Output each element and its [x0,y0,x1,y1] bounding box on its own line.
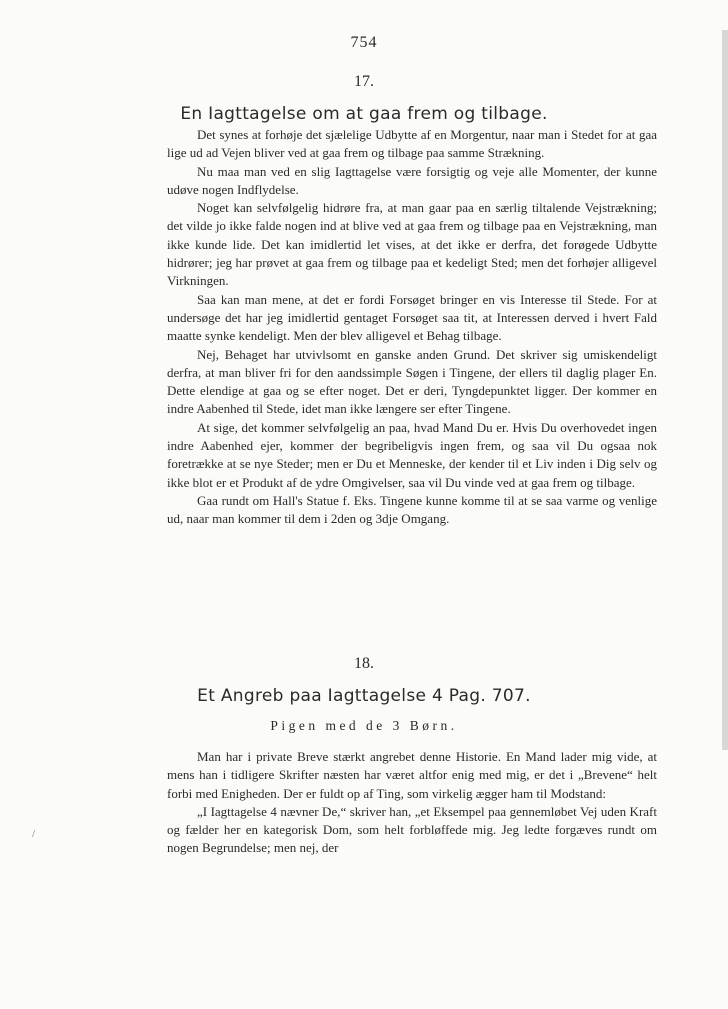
paragraph: Saa kan man mene, at det er fordi Forsøget bringer en vis Interesse til Stede. For at undersøge det har jeg imidlertid gentaget Forsøget saa tit, at Interessen derved i hvert Fald maatte synke kendeligt. Men der blev alligevel et Behag tilbage. [167,291,657,344]
section-17-number: 17. [354,73,374,90]
paragraph: At sige, det kommer selvfølgelig an paa, hvad Mand Du er. Hvis Du overhovedet ingen indre Aabenhed ejer, kommer der begribeligvis ingen frem, og saa vil Du ogsaa nok foretrække at se nye Steder; men er Du et Menneske, der kender til et Liv inden i Dig selv og ikke blot er et Produkt af de ydre Omgivelser, saa vil Du vinde ved at gaa frem og tilbage. [167,419,657,490]
paragraph: „I Iagttagelse 4 nævner De,“ skriver han, „et Eksempel paa gennemløbet Vej uden Kraft og fælder her en kategorisk Dom, som helt forbløffede mig. Jeg ledte forgæves rundt om nogen Begrundelse; men nej, der [167,803,657,856]
paragraph: Nej, Behaget har utvivlsomt en ganske anden Grund. Det skriver sig umiskendeligt derfra, at man bliver fri for den aandssimple Søgen i Tingene, der ellers til daglig plager En. Dette elendige at gaa og se efter noget. Det er deri, Tyngdepunktet ligger. Der kommer en indre Aabenhed til Stede, idet man ikke længere ser efter Tingene. [167,346,657,417]
paragraph: Man har i private Breve stærkt angrebet denne Historie. En Mand lader mig vide, at mens han i tidligere Skrifter næsten har været altfor enig med mig, er det i „Brevene“ helt forbi med Enigheden. Der er fuldt op af Ting, som virkelig ægger ham til Modstand: [167,749,657,801]
paragraph: Noget kan selvfølgelig hidrøre fra, at man gaar paa en særlig tiltalende Vejstrækning; det vilde jo ikke falde nogen ind at blive ved at gaa frem og tilbage paa en Vejstrækning, man ikke kunde lide. Det kan imidlertid let vises, at det ikke er derfra, det forøgede Udbytte hidrører; jeg har prøvet at gaa frem og tilbage paa et kedeligt Sted; men det forhøjer alligevel Virkningen. [167,200,657,289]
section-18-subtitle: Pigen med de 3 Børn. [270,718,458,733]
page-edge-shadow [722,30,728,750]
section-18-number: 18. [354,655,374,672]
margin-mark: / [32,828,36,840]
section-18-body [167,748,657,858]
page-number: 754 [350,34,378,51]
section-17-body [167,126,657,529]
section-18-title: Et Angreb paa Iagttagelse 4 Pag. 707. [197,686,531,706]
paragraph: Nu maa man ved en slig Iagttagelse være forsigtig og veje alle Momenter, der kunne udøve nogen Indflydelse. [167,163,657,197]
paragraph: Det synes at forhøje det sjælelige Udbytte af en Morgentur, naar man i Stedet for at gaa lige ud ad Vejen bliver ved at gaa frem og tilbage paa samme Strækning. [167,127,657,161]
paragraph: Gaa rundt om Hall's Statue f. Eks. Tingene kunne komme til at se saa varme og venlige ud, naar man kommer til dem i 2den og 3dje Omgang. [167,492,657,527]
section-17-title: En Iagttagelse om at gaa frem og tilbage. [180,104,548,124]
